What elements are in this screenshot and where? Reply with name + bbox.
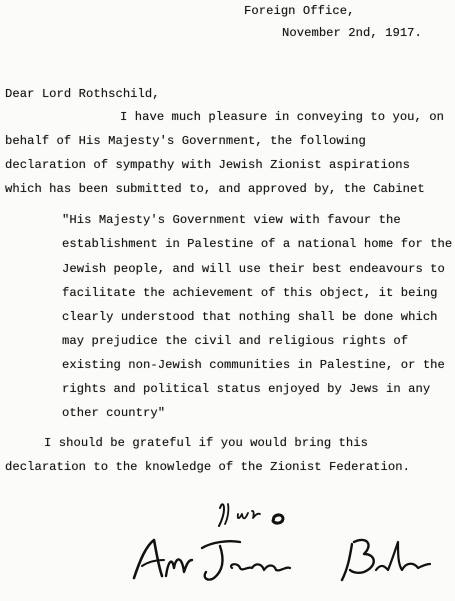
closing-line: I should be grateful if you would bring this <box>44 436 369 450</box>
declaration-line: "His Majesty's Government view with favour the <box>62 213 401 227</box>
declaration-line: clearly understood that nothing shall be done which <box>62 310 438 324</box>
declaration-line: other country" <box>62 406 166 420</box>
intro-line: which has been submitted to, and approved by, the Cabinet <box>5 182 425 196</box>
letterhead-office: Foreign Office, <box>244 4 355 18</box>
declaration-line: may prejudice the civil and religious rights of <box>62 334 409 348</box>
intro-line: behalf of His Majesty's Government, the following <box>5 134 366 148</box>
closing-line: declaration to the knowledge of the Zionist Federation. <box>5 460 411 474</box>
salutation: Dear Lord Rothschild, <box>5 87 160 101</box>
declaration-line: establishment in Palestine of a national home for the <box>62 237 453 251</box>
balfour-signature <box>128 526 433 588</box>
declaration-line: existing non-Jewish communities in Palestine, or the <box>62 358 445 372</box>
declaration-line: rights and political status enjoyed by Jews in any <box>62 382 431 396</box>
intro-line: declaration of sympathy with Jewish Zionist aspirations <box>5 158 411 172</box>
declaration-line: Jewish people, and will use their best endeavours to <box>62 262 445 276</box>
declaration-line: facilitate the achievement of this object, it being <box>62 286 438 300</box>
letterhead-date: November 2nd, 1917. <box>282 26 422 40</box>
intro-line: I have much pleasure in conveying to you, on <box>120 110 445 124</box>
